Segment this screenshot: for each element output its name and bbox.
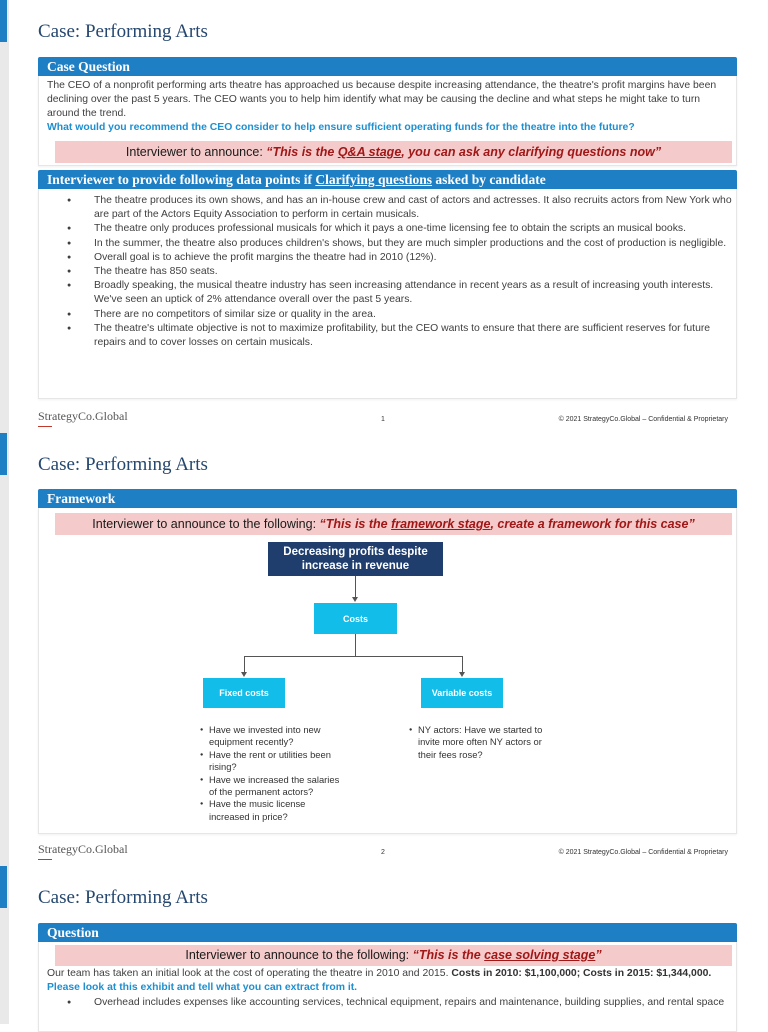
list-item: ● Broadly speaking, the musical theatre industry has seen increasing attendance in recent years as a result of increasing youth interests. We've seen an uptick of 2% attendance overall over the past 5 years. xyxy=(47,279,732,307)
clarifying-questions-link: Clarifying questions xyxy=(315,172,433,187)
slide3-accent-marker xyxy=(0,866,7,908)
announce-prefix: Interviewer to announce to the following: xyxy=(92,517,320,531)
arrow-head xyxy=(459,672,465,677)
question-body: Our team has taken an initial look at the cost of operating the theatre in 2010 and 2015. Costs in 2010: $1,100,000; Costs in 2015: $1,344,000. Please look at this exhibit and tell what you can extract from it. xyxy=(47,968,712,993)
list-item: ● Overall goal is to achieve the profit margins the theatre had in 2010 (12%). xyxy=(47,251,732,265)
connector-line xyxy=(244,656,245,673)
data-points-list xyxy=(47,194,732,350)
announce-quote: “This is the Q&A stage, you can ask any clarifying questions now” xyxy=(266,145,662,159)
case-solving-announcement xyxy=(55,945,732,966)
list-item: ● Have we increased the salaries of the permanent actors? xyxy=(200,774,340,799)
slide2-accent-marker xyxy=(0,433,7,475)
node-fixed-costs: Fixed costs xyxy=(203,678,285,708)
node-decreasing-profits: Decreasing profits despite increase in revenue xyxy=(268,542,443,576)
footer-logo: StrategyCo.Global xyxy=(38,842,128,857)
framework-header: Framework xyxy=(38,489,737,508)
qa-stage-announcement xyxy=(55,141,732,163)
list-item: ● In the summer, the theatre also produces children's shows, but they are much simpler productions and the cost of production is negligible. xyxy=(47,237,732,251)
announce-prefix: Interviewer to announce to the following: xyxy=(185,948,413,962)
announce-quote: “This is the framework stage, create a framework for this case” xyxy=(319,517,695,531)
connector-line xyxy=(355,634,356,656)
connector-line xyxy=(355,576,356,598)
case-question-header: Case Question xyxy=(38,57,737,76)
list-item: ● The theatre has 850 seats. xyxy=(47,265,732,279)
announce-prefix: Interviewer to announce: xyxy=(125,145,267,159)
slide1-accent-marker xyxy=(0,0,7,42)
node-costs: Costs xyxy=(314,603,397,634)
connector-line xyxy=(462,656,463,673)
variable-costs-questions xyxy=(409,724,554,761)
list-item: ● Have the rent or utilities been rising? xyxy=(200,749,340,774)
announce-quote: “This is the case solving stage” xyxy=(412,948,602,962)
connector-line xyxy=(244,656,462,657)
list-item: ● Overhead includes expenses like accounting services, technical equipment, repairs and maintenance, building supplies, and rental space xyxy=(47,996,732,1009)
overhead-list xyxy=(47,996,732,1009)
data-points-header: Interviewer to provide following data points if Clarifying questions asked by candidate xyxy=(38,170,737,189)
case-question-body xyxy=(47,79,732,135)
list-item: ● The theatre's ultimate objective is not to maximize profitability, but the CEO wants to ensure that there are sufficient reserves for future repairs and to cover losses on certain musicals. xyxy=(47,322,732,350)
list-item: ● NY actors: Have we started to invite more often NY actors or their fees rose? xyxy=(409,724,554,761)
list-item: ● There are no competitors of similar size or quality in the area. xyxy=(47,308,732,322)
slide-1 xyxy=(9,0,768,433)
list-item: ● Have we invested into new equipment recently? xyxy=(200,724,340,749)
slide-3 xyxy=(9,866,768,1024)
arrow-head xyxy=(352,597,358,602)
list-item: ● The theatre only produces professional musicals for which it pays a one-time licensing fee to obtain the scripts an musical books. xyxy=(47,222,732,236)
footer-logo: StrategyCo.Global xyxy=(38,409,128,424)
slide-title: Case: Performing Arts xyxy=(38,21,208,42)
slide-title: Case: Performing Arts xyxy=(38,887,208,908)
node-variable-costs: Variable costs xyxy=(421,678,503,708)
list-item: ● The theatre produces its own shows, and has an in-house crew and cast of actors and actresses. It also recruits actors from New York who are part of the Actors Equity Association to perform in certain musicals. xyxy=(47,194,732,222)
slide-2 xyxy=(9,433,768,866)
fixed-costs-questions xyxy=(200,724,340,823)
page-number: 1 xyxy=(381,416,385,423)
case-question-prompt: What would you recommend the CEO consider to help ensure sufficient operating funds for the theatre into the future? xyxy=(47,122,635,133)
question-header: Question xyxy=(38,923,737,942)
list-item: ● Have the music license increased in price? xyxy=(200,798,340,823)
page-number: 2 xyxy=(381,849,385,856)
framework-stage-announcement xyxy=(55,513,732,535)
footer-copyright: © 2021 StrategyCo.Global – Confidential & Proprietary xyxy=(558,849,728,856)
case-question-text: The CEO of a nonprofit performing arts theatre has approached us because despite increasing attendance, the theatre's profit margins have been declining over the past 5 years. The CEO wants you to help him identify what may be causing the decline and what steps he might take to turn around the trend. xyxy=(47,80,717,119)
arrow-head xyxy=(241,672,247,677)
slide-title: Case: Performing Arts xyxy=(38,454,208,475)
footer-copyright: © 2021 StrategyCo.Global – Confidential & Proprietary xyxy=(558,416,728,423)
